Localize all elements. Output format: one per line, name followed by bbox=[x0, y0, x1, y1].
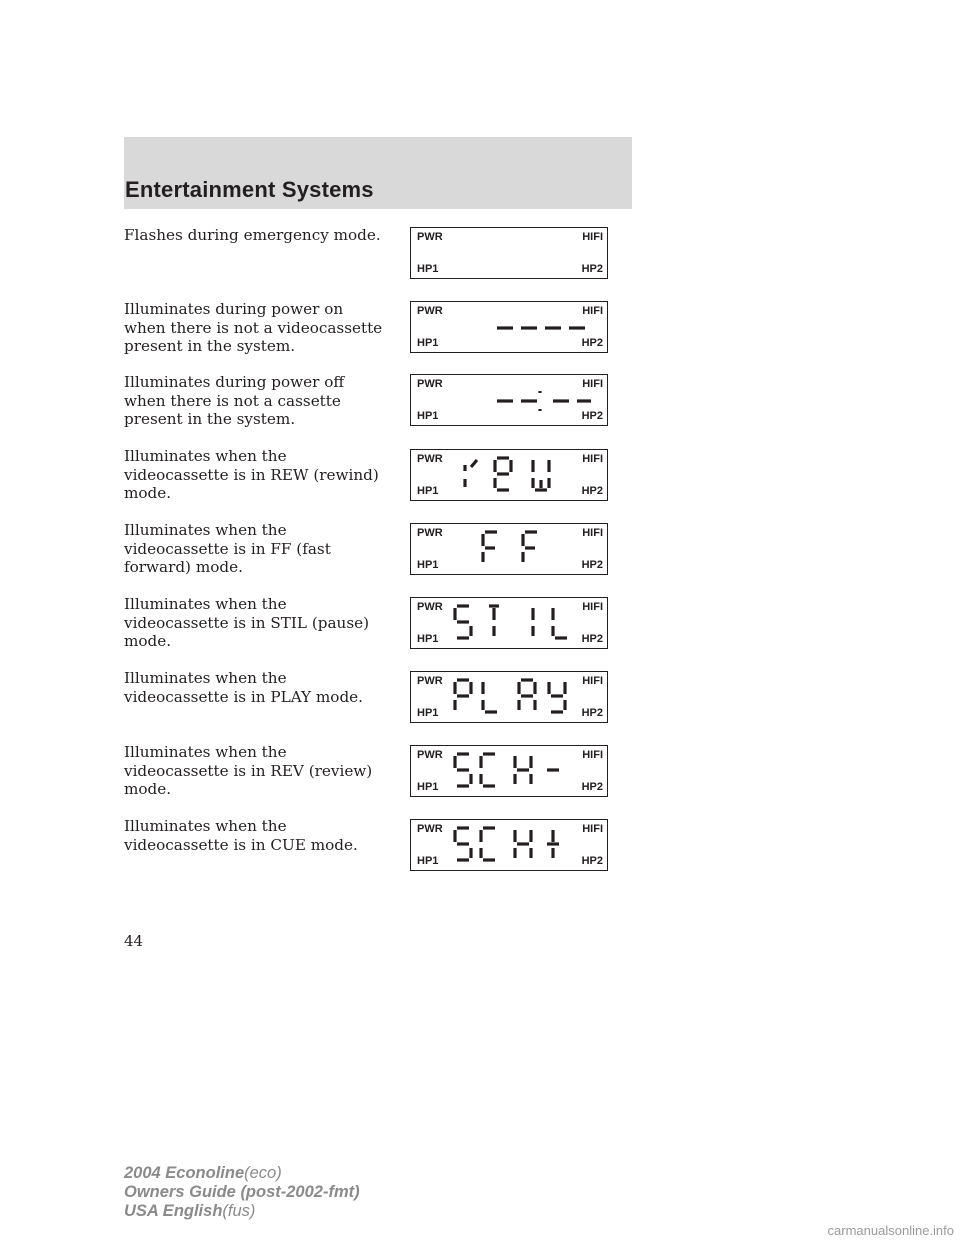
lcd-hp2-label: HP2 bbox=[581, 263, 603, 275]
lcd-display bbox=[410, 671, 608, 723]
lcd-segment-display bbox=[451, 524, 591, 574]
lcd-hifi-label: HIFI bbox=[582, 823, 603, 835]
lcd-segment-display bbox=[451, 598, 591, 648]
footer bbox=[124, 1164, 360, 1221]
lcd-pwr-label: PWR bbox=[417, 675, 443, 687]
lcd-display bbox=[410, 597, 608, 649]
lcd-hifi-label: HIFI bbox=[582, 749, 603, 761]
page-title: Entertainment Systems bbox=[125, 177, 374, 202]
lcd-hp1-label: HP1 bbox=[417, 485, 439, 497]
lcd-hp2-label: HP2 bbox=[581, 781, 603, 793]
lcd-segment-display bbox=[451, 302, 591, 352]
indicator-description: Illuminates when the videocassette is in REW (rewind) mode. bbox=[124, 447, 379, 502]
lcd-hp2-label: HP2 bbox=[581, 337, 603, 349]
lcd-hp1-label: HP1 bbox=[417, 559, 439, 571]
lcd-segment-display bbox=[451, 746, 591, 796]
lcd-hifi-label: HIFI bbox=[582, 527, 603, 539]
lcd-pwr-label: PWR bbox=[417, 305, 443, 317]
indicator-description: Flashes during emergency mode. bbox=[124, 226, 381, 244]
lcd-hp1-label: HP1 bbox=[417, 855, 439, 867]
lcd-segment bbox=[471, 460, 477, 467]
lcd-hp1-label: HP1 bbox=[417, 633, 439, 645]
footer-language-code: (fus) bbox=[222, 1202, 256, 1220]
lcd-pwr-label: PWR bbox=[417, 378, 443, 390]
footer-model: 2004 Econoline bbox=[124, 1164, 245, 1182]
page-number: 44 bbox=[124, 932, 144, 950]
indicator-description: Illuminates when the videocassette is in CUE mode. bbox=[124, 817, 358, 854]
indicator-description: Illuminates during power off when there is not a cassette present in the system. bbox=[124, 373, 345, 428]
lcd-display bbox=[410, 745, 608, 797]
lcd-hp2-label: HP2 bbox=[581, 855, 603, 867]
lcd-hp1-label: HP1 bbox=[417, 410, 439, 422]
indicator-description: Illuminates during power on when there is not a videocassette present in the system. bbox=[124, 300, 383, 355]
lcd-pwr-label: PWR bbox=[417, 823, 443, 835]
lcd-hp2-label: HP2 bbox=[581, 485, 603, 497]
lcd-display bbox=[410, 523, 608, 575]
lcd-hp1-label: HP1 bbox=[417, 337, 439, 349]
lcd-pwr-label: PWR bbox=[417, 749, 443, 761]
lcd-hp1-label: HP1 bbox=[417, 707, 439, 719]
lcd-segment-display bbox=[451, 820, 591, 870]
lcd-display bbox=[410, 374, 608, 426]
indicator-description: Illuminates when the videocassette is in PLAY mode. bbox=[124, 669, 363, 706]
lcd-pwr-label: PWR bbox=[417, 231, 443, 243]
lcd-hp2-label: HP2 bbox=[581, 559, 603, 571]
watermark: carmanualsonline.info bbox=[827, 1223, 954, 1238]
lcd-hifi-label: HIFI bbox=[582, 601, 603, 613]
indicator-description: Illuminates when the videocassette is in FF (fast forward) mode. bbox=[124, 521, 331, 576]
lcd-pwr-label: PWR bbox=[417, 601, 443, 613]
lcd-pwr-label: PWR bbox=[417, 453, 443, 465]
lcd-display bbox=[410, 449, 608, 501]
lcd-segment-display bbox=[451, 375, 591, 425]
lcd-segment-display bbox=[451, 450, 591, 500]
footer-model-code: (eco) bbox=[244, 1164, 282, 1182]
lcd-hifi-label: HIFI bbox=[582, 675, 603, 687]
indicator-description: Illuminates when the videocassette is in STIL (pause) mode. bbox=[124, 595, 370, 650]
lcd-hp2-label: HP2 bbox=[581, 410, 603, 422]
lcd-hp1-label: HP1 bbox=[417, 781, 439, 793]
lcd-hp2-label: HP2 bbox=[581, 707, 603, 719]
lcd-segment-display bbox=[451, 228, 591, 278]
lcd-hifi-label: HIFI bbox=[582, 305, 603, 317]
lcd-display bbox=[410, 301, 608, 353]
lcd-segment-display bbox=[451, 672, 591, 722]
lcd-hifi-label: HIFI bbox=[582, 453, 603, 465]
footer-guide: Owners Guide (post-2002-fmt) bbox=[124, 1183, 360, 1201]
lcd-display bbox=[410, 819, 608, 871]
indicator-description: Illuminates when the videocassette is in REV (review) mode. bbox=[124, 743, 373, 798]
lcd-hifi-label: HIFI bbox=[582, 231, 603, 243]
lcd-pwr-label: PWR bbox=[417, 527, 443, 539]
lcd-hp2-label: HP2 bbox=[581, 633, 603, 645]
lcd-hp1-label: HP1 bbox=[417, 263, 439, 275]
footer-language: USA English bbox=[124, 1202, 223, 1220]
lcd-display bbox=[410, 227, 608, 279]
lcd-hifi-label: HIFI bbox=[582, 378, 603, 390]
